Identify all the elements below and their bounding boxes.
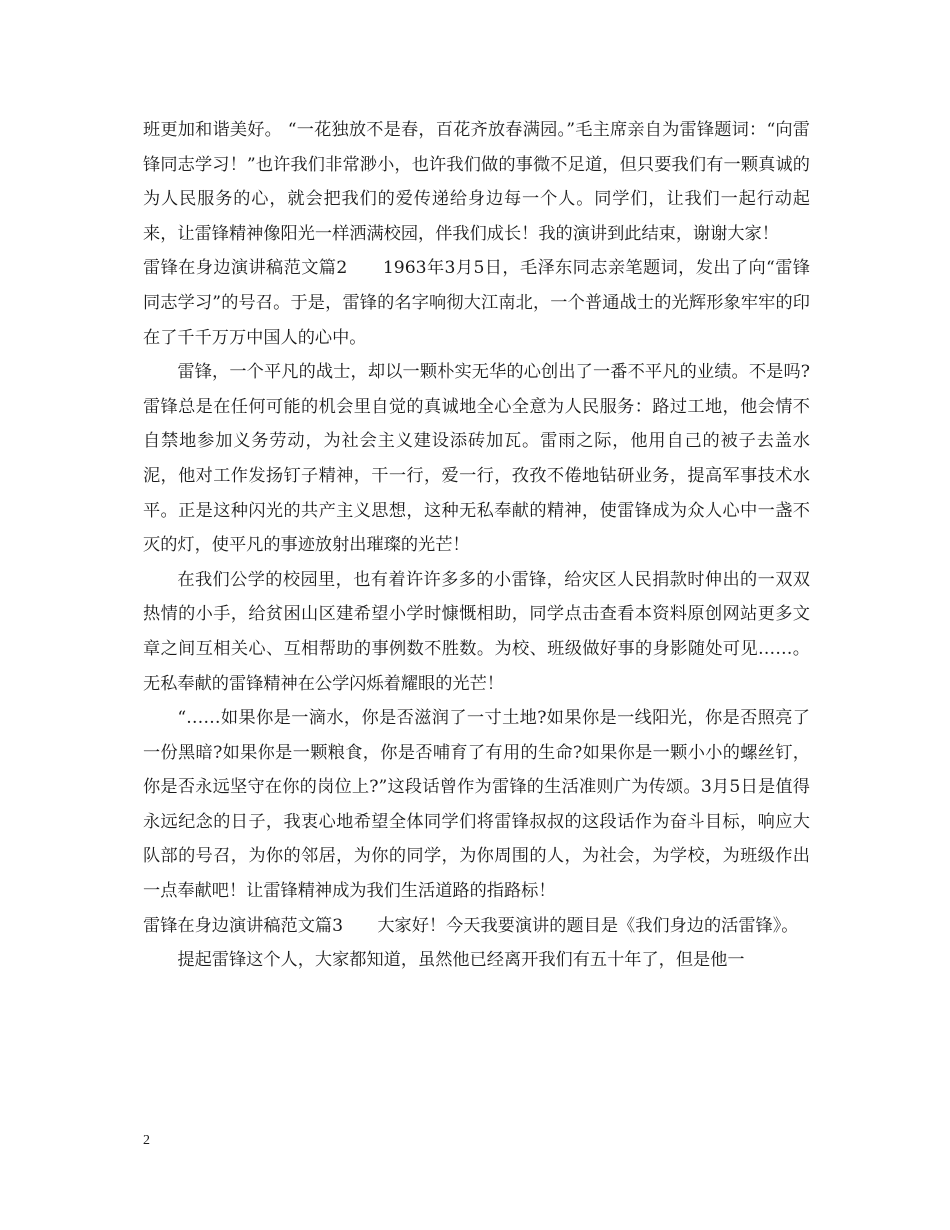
paragraph-2-heading-and-intro: 雷锋在身边演讲稿范文篇2 1963年3月5日，毛泽东同志亲笔题词，发出了向“雷锋同志学习”的号召。于是，雷锋的名字响彻大江南北，一个普通战士的光辉形象牢牢的印在了千千万万中国人的心中。 bbox=[143, 258, 810, 348]
paragraph-1-continuation: 班更加和谐美好。 “一花独放不是春，百花齐放春满园。”毛主席亲自为雷锋题词：“向雷锋同志学习！”也许我们非常渺小，也许我们做的事微不足道，但只要我们有一颗真诚的为人民服务的心，就会把我们的爱传递给身边每一个人。同学们，让我们一起行动起来，让雷锋精神像阳光一样洒满校园，伴我们成长！我的演讲到此结束，谢谢大家！ bbox=[143, 120, 810, 244]
page-number: 2 bbox=[143, 1133, 150, 1148]
document-body bbox=[143, 113, 810, 978]
paragraph-4: 在我们公学的校园里，也有着许许多多的小雷锋，给灾区人民捐款时伸出的一双双热情的小手，给贫困山区建希望小学时慷慨相助，同学点击查看本资料原创网站更多文章之间互相关心、互相帮助的事例数不胜数。为校、班级做好事的身影随处可见……。无私奉献的雷锋精神在公学闪烁着耀眼的光芒！ bbox=[143, 569, 810, 694]
paragraph-3: 雷锋，一个平凡的战士，却以一颗朴实无华的心创出了一番不平凡的业绩。不是吗?雷锋总是在任何可能的机会里自觉的真诚地全心全意为人民服务：路过工地，他会情不自禁地参加义务劳动，为社会主义建设添砖加瓦。雷雨之际，他用自己的被子去盖水泥，他对工作发扬钉子精神，干一行，爱一行，孜孜不倦地钻研业务，提高军事技术水平。正是这种闪光的共产主义思想，这种无私奉献的精神，使雷锋成为众人心中一盏不灭的灯，使平凡的事迹放射出璀璨的光芒！ bbox=[143, 362, 810, 556]
paragraph-5: “……如果你是一滴水，你是否滋润了一寸土地?如果你是一线阳光，你是否照亮了一份黑暗?如果你是一颗粮食，你是否哺育了有用的生命?如果你是一颗小小的螺丝钉，你是否永远坚守在你的岗位上?”这段话曾作为雷锋的生活准则广为传颂。3月5日是值得永远纪念的日子，我衷心地希望全体同学们将雷锋叔叔的这段话作为奋斗目标，响应大队部的号召，为你的邻居，为你的同学，为你周围的人，为社会，为学校，为班级作出一点奉献吧！让雷锋精神成为我们生活道路的指路标！ bbox=[143, 708, 810, 902]
paragraph-7: 提起雷锋这个人，大家都知道，虽然他已经离开我们有五十年了，但是他一 bbox=[177, 950, 745, 971]
paragraph-6-heading-and-intro: 雷锋在身边演讲稿范文篇3 大家好！今天我要演讲的题目是《我们身边的活雷锋》。 bbox=[143, 915, 799, 936]
